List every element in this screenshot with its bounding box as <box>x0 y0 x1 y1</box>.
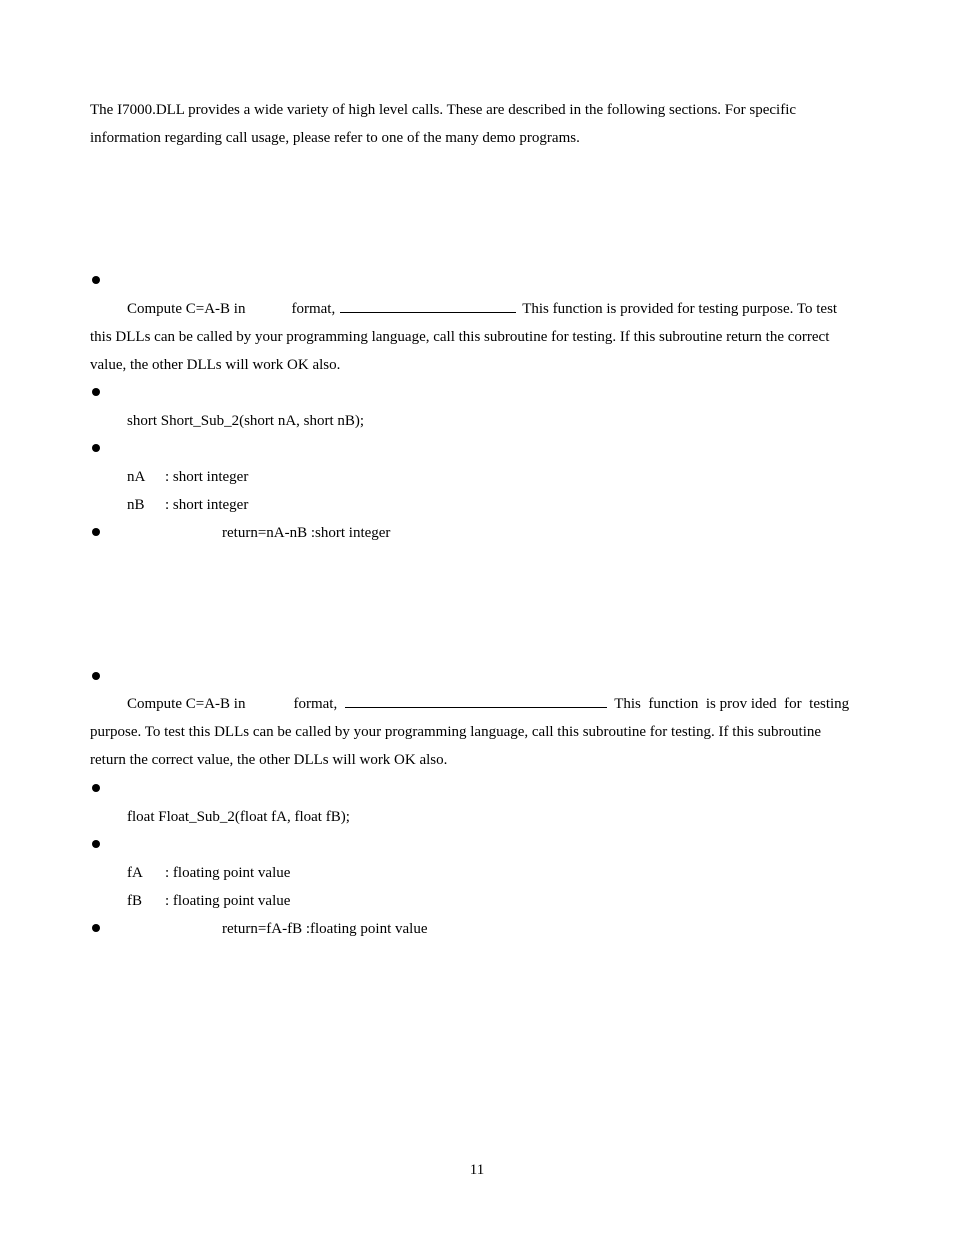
intro-line-2: information regarding call usage, please refer to one of the many demo programs. <box>90 130 580 146</box>
float-param-desc-1: : floating point value <box>165 865 291 881</box>
short-desc-line-1 <box>127 295 837 323</box>
short-desc-format: format, <box>291 301 336 317</box>
bullet-return-float <box>92 924 100 932</box>
short-desc-rest: This function is provided for testing purpose. To test <box>522 301 838 317</box>
float-desc-rest: This function is prov ided for testing <box>614 696 850 712</box>
bullet-parameters-short <box>92 444 100 452</box>
bullet-description-short <box>92 276 100 284</box>
short-param-desc-2: : short integer <box>165 497 249 513</box>
float-return: return=fA-fB :floating point value <box>222 921 428 937</box>
short-desc-line-2: this DLLs can be called by your programming language, call this subroutine for testing. If this subroutine return the correct <box>90 329 830 345</box>
float-desc-line-2: purpose. To test this DLLs can be called by your programming language, call this subroutine for testing. If this subroutine <box>90 724 822 740</box>
float-param-desc-2: : floating point value <box>165 893 291 909</box>
short-desc-line-3: value, the other DLLs will work OK also. <box>90 357 341 373</box>
intro-line-1: The I7000.DLL provides a wide variety of high level calls. These are described in the following sections. For specific <box>90 102 797 118</box>
short-param-name-2: nB <box>127 497 145 513</box>
float-desc-lead: Compute C=A-B in <box>127 696 246 712</box>
float-desc-line-1 <box>127 690 849 718</box>
short-param-name-1: nA <box>127 469 146 485</box>
bullet-return-short <box>92 528 100 536</box>
short-param-desc-1: : short integer <box>165 469 249 485</box>
bullet-syntax-float <box>92 784 100 792</box>
float-param-name-1: fA <box>127 865 143 881</box>
bullet-parameters-float <box>92 840 100 848</box>
bullet-description-float <box>92 672 100 680</box>
short-return: return=nA-nB :short integer <box>222 525 391 541</box>
float-desc-line-3: return the correct value, the other DLLs will work OK also. <box>90 752 448 768</box>
short-desc-blank <box>340 299 516 313</box>
float-desc-format: format, <box>293 696 338 712</box>
float-syntax: float Float_Sub_2(float fA, float fB); <box>127 809 350 825</box>
bullet-syntax-short <box>92 388 100 396</box>
float-desc-blank <box>345 694 607 708</box>
page-number: 11 <box>469 1162 485 1178</box>
float-param-name-2: fB <box>127 893 142 909</box>
short-syntax: short Short_Sub_2(short nA, short nB); <box>127 413 365 429</box>
short-desc-lead: Compute C=A-B in <box>127 301 246 317</box>
